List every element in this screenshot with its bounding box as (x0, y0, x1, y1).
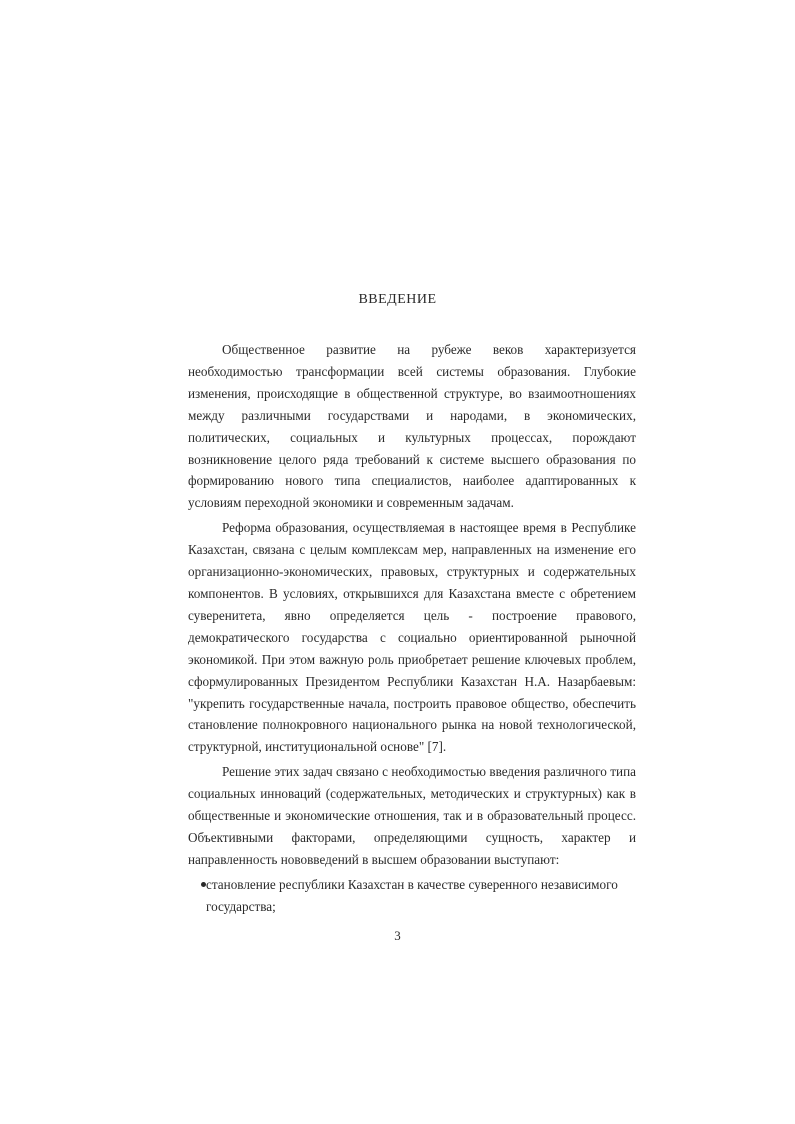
bullet-icon (201, 882, 206, 887)
paragraph-3: Решение этих задач связано с необходимостью введения различного типа социальных инноваций (содержательных, методических и структурных) как в общественные и экономические отношения, так и в образовательный процесс. Объективными факторами, определяющими сущность, характер и направленность нововведений в высшем образовании выступают: (188, 764, 636, 867)
list-item (188, 874, 636, 918)
paragraph-2: Реформа образования, осуществляемая в настоящее время в Республике Казахстан, связана с целым комплексам мер, направленных на изменение его организационно-экономических, правовых, структурных и содержательных компонентов. В условиях, открывшихся для Казахстана вместе с обретением суверенитета, явно определяется цель - построение правового, демократического государства с социально ориентированной рыночной экономикой. При этом важную роль приобретает решение ключевых проблем, сформулированных Президентом Республики Казахстан Н.А. Назарбаевым: "укрепить государственные начала, построить правовое общество, обеспечить становление полнокровного национального рынка на новой технологической, структурной, институциональной основе" [7]. (188, 520, 636, 755)
page-number: 3 (394, 928, 401, 943)
list-item-text: становление республики Казахстан в качестве суверенного независимого государства; (206, 876, 618, 914)
paragraph-1: Общественное развитие на рубеже веков характеризуется необходимостью трансформации всей системы образования. Глубокие изменения, происходящие в общественной структуре, во взаимоотношениях между различными государствами и народами, в экономических, политических, социальных и культурных процессах, порождают возникновение целого ряда требований к системе высшего образования по формированию нового типа специалистов, наиболее адаптированных к условиям переходной экономики и современным задачам. (188, 342, 636, 511)
body-text (188, 339, 636, 918)
bullet-list (188, 874, 636, 918)
page-title: ВВЕДЕНИЕ (358, 292, 437, 307)
